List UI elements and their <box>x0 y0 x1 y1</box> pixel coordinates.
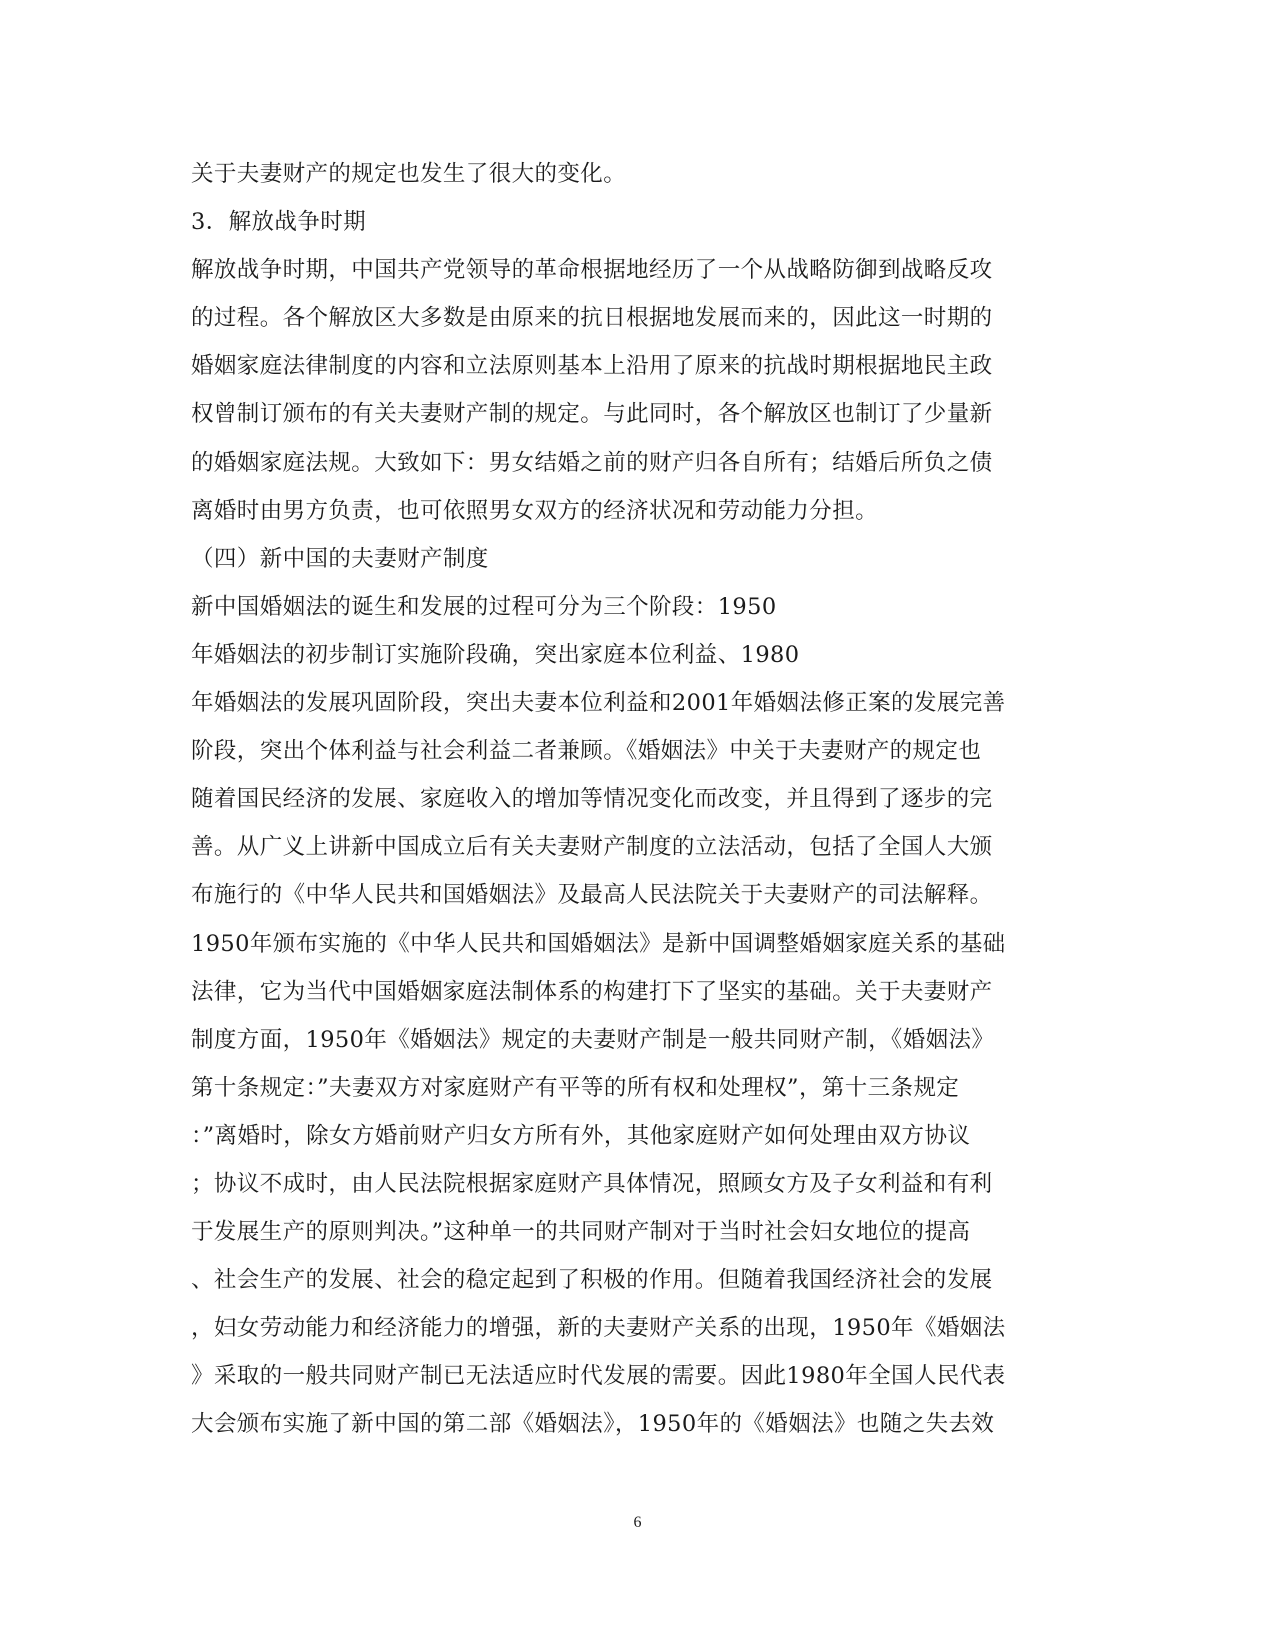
text-line: 、社会生产的发展、社会的稳定起到了积极的作用。但随着我国经济社会的发展 <box>191 1267 993 1294</box>
text-line: 于发展生产的原则判决。”这种单一的共同财产制对于当时社会妇女地位的提高 <box>191 1219 971 1246</box>
text-line: 》采取的一般共同财产制已无法适应时代发展的需要。因此1980年全国人民代表 <box>191 1363 1006 1390</box>
text-line: 制度方面，1950年《婚姻法》规定的夫妻财产制是一般共同财产制，《婚姻法》 <box>191 1026 995 1053</box>
text-line: 新中国婚姻法的诞生和发展的过程可分为三个阶段：1950 <box>191 593 777 620</box>
text-line: 随着国民经济的发展、家庭收入的增加等情况变化而改变，并且得到了逐步的完 <box>191 786 993 813</box>
text-line: ：”离婚时，除女方婚前财产归女方所有外，其他家庭财产如何处理由双方协议 <box>191 1122 971 1149</box>
text-line: 离婚时由男方负责，也可依照男女双方的经济状况和劳动能力分担。 <box>191 497 879 524</box>
text-line: 第十条规定：”夫妻双方对家庭财产有平等的所有权和处理权”，第十三条规定 <box>191 1074 960 1101</box>
text-line: 的婚姻家庭法规。大致如下：男女结婚之前的财产归各自所有；结婚后所负之债 <box>191 449 993 476</box>
text-line: ；协议不成时，由人民法院根据家庭财产具体情况，照顾女方及子女利益和有利 <box>191 1170 993 1197</box>
page-number: 6 <box>633 1514 642 1531</box>
text-line: 解放战争时期，中国共产党领导的革命根据地经历了一个从战略防御到战略反攻 <box>191 257 993 284</box>
text-line: 法律，它为当代中国婚姻家庭法制体系的构建打下了坚实的基础。关于夫妻财产 <box>191 978 993 1005</box>
text-line: 3．解放战争时期 <box>191 209 367 236</box>
text-line: 阶段，突出个体利益与社会利益二者兼顾。《婚姻法》中关于夫妻财产的规定也 <box>191 738 982 765</box>
text-line: ，妇女劳动能力和经济能力的增强，新的夫妻财产关系的出现，1950年《婚姻法 <box>191 1315 1006 1342</box>
text-line: 善。从广义上讲新中国成立后有关夫妻财产制度的立法活动，包括了全国人大颁 <box>191 834 993 861</box>
text-line: 关于夫妻财产的规定也发生了很大的变化。 <box>191 161 627 187</box>
document-body <box>191 150 1071 1449</box>
text-line: 1950年颁布实施的《中华人民共和国婚姻法》是新中国调整婚姻家庭关系的基础 <box>191 930 1006 957</box>
text-line: 大会颁布实施了新中国的第二部《婚姻法》，1950年的《婚姻法》也随之失去效 <box>191 1411 995 1438</box>
text-line: 权曾制订颁布的有关夫妻财产制的规定。与此同时，各个解放区也制订了少量新 <box>191 401 993 428</box>
text-line: 布施行的《中华人民共和国婚姻法》及最高人民法院关于夫妻财产的司法解释。 <box>191 882 993 909</box>
text-line: 婚姻家庭法律制度的内容和立法原则基本上沿用了原来的抗战时期根据地民主政 <box>191 353 993 380</box>
text-line: 年婚姻法的初步制订实施阶段确，突出家庭本位利益、1980 <box>191 641 800 668</box>
text-line: 的过程。各个解放区大多数是由原来的抗日根据地发展而来的，因此这一时期的 <box>191 305 993 332</box>
text-line: （四）新中国的夫妻财产制度 <box>191 545 489 572</box>
text-line: 年婚姻法的发展巩固阶段，突出夫妻本位利益和2001年婚姻法修正案的发展完善 <box>191 690 1006 717</box>
